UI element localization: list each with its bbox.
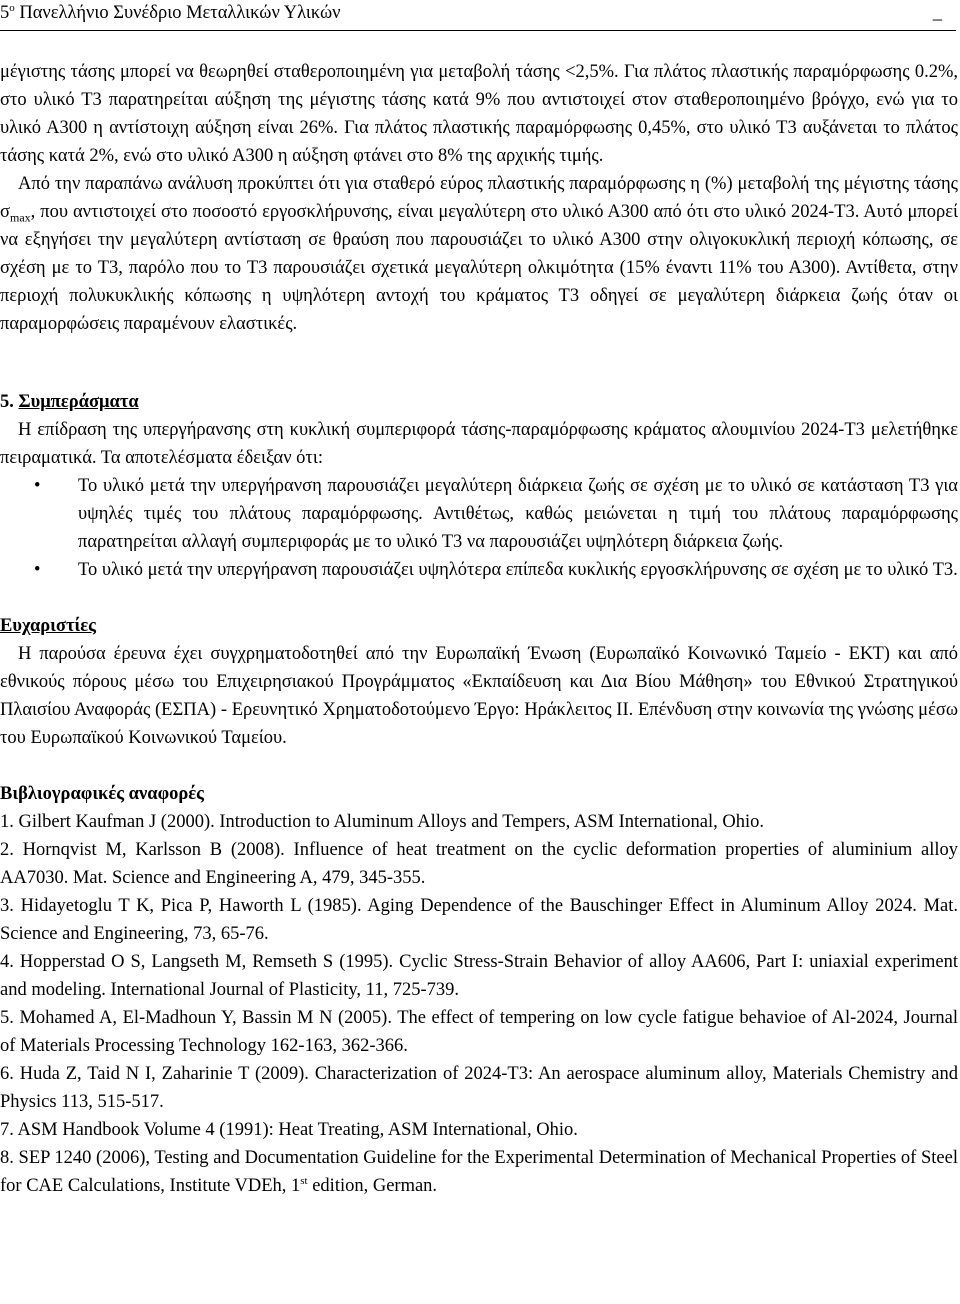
acknowledgements-heading — [0, 612, 958, 640]
spacer — [0, 584, 958, 612]
running-header — [0, 0, 956, 31]
paragraph-analysis-start: Από την παραπάνω ανάλυση προκύπτει ότι για σταθερό εύρος πλαστικής παραμόρφωσης η (%) μεταβολή της μέγιστης τάσης σ — [0, 174, 958, 222]
section-number: 5. — [0, 392, 14, 412]
list-item-text: Το υλικό μετά την υπεργήρανση παρουσιάζει υψηλότερα επίπεδα κυκλικής εργοσκλήρυνσης σε σχέση με το υλικό Τ3. — [78, 560, 958, 580]
ordinal-suffix: st — [300, 1174, 308, 1187]
sigma-subscript: max — [9, 210, 31, 225]
spacer — [0, 338, 958, 388]
page-content — [0, 58, 958, 1200]
ordinal-suffix: ο — [9, 1, 15, 14]
section-title: Συμπεράσματα — [18, 392, 139, 412]
conclusions-intro: Η επίδραση της υπεργήρανσης στη κυκλική συμπεριφορά τάσης-παραμόρφωσης κράματος αλουμινίου 2024-Τ3 μελετήθηκε πειραματικά. Τα αποτελέσματα έδειξαν ότι: — [0, 420, 958, 468]
reference-item: 7. ASM Handbook Volume 4 (1991): Heat Treating, ASM International, Ohio. — [0, 1120, 578, 1140]
spacer — [0, 752, 958, 780]
header-trail: _ — [932, 3, 942, 23]
reference-item: 1. Gilbert Kaufman J (2000). Introduction to Aluminum Alloys and Tempers, ASM International, Ohio. — [0, 812, 764, 832]
list-item — [0, 472, 958, 556]
list-item — [0, 556, 958, 584]
section-heading-conclusions — [0, 388, 958, 416]
paragraph-results: μέγιστης τάσης μπορεί να θεωρηθεί σταθεροποιημένη για μεταβολή τάσης <2,5%. Για πλάτος πλαστικής παραμόρφωσης 0.2%, στο υλικό Τ3 παρατηρείται αύξηση της μέγιστης τάσης κατά 9% που αντιστοιχεί στον σταθεροποιημένο βρόγχο, ενώ για το υλικό Α300 η αντίστοιχη αύξηση είναι 26%. Για πλάτος πλαστικής παραμόρφωσης 0,45%, στο υλικό Τ3 αυξάνεται το πλάτος τάσης κατά 2%, ενώ στο υλικό Α300 η αύξηση φτάνει στο 8% της αρχικής τιμής. — [0, 62, 958, 166]
paragraph-analysis — [0, 170, 958, 338]
reference-item: 4. Hopperstad O S, Langseth M, Remseth S (1995). Cyclic Stress-Strain Behavior of alloy AA606, Part I: uniaxial experiment and modeling. International Journal of Plasticity, 11, 725-739. — [0, 952, 958, 1000]
reference-item: 5. Mohamed A, El-Madhoun Y, Bassin M N (2005). The effect of tempering on low cycle fatigue behavioe of Al-2024, Journal of Materials Processing Technology 162-163, 362-366. — [0, 1008, 958, 1056]
references-title: Βιβλιογραφικές αναφορές — [0, 784, 204, 804]
bullet-icon: • — [34, 476, 41, 496]
reference-text: 8. SEP 1240 (2006), Testing and Documentation Guideline for the Experimental Determination of Mechanical Properties of Steel for CAE Calculations, Institute VDEh, 1 — [0, 1148, 958, 1196]
reference-item: 3. Hidayetoglu T K, Pica P, Haworth L (1985). Aging Dependence of the Bauschinger Effect in Aluminum Alloy 2024. Mat. Science and Engineering, 73, 65-76. — [0, 896, 958, 944]
conclusions-list — [0, 472, 958, 584]
reference-text-end: edition, German. — [307, 1176, 438, 1196]
paragraph-analysis-end: , που αντιστοιχεί στο ποσοστό εργοσκλήρυνσης, είναι μεγαλύτερη στο υλικό Α300 από ότι στο υλικό 2024-Τ3. Αυτό μπορεί να εξηγήσει την μεγαλύτερη αντίσταση σε θραύση που παρουσιάζει το υλικό Α300 στην ολιγοκυκλική περιοχή κόπωσης, σε σχέση με το Τ3, παρόλο που το Τ3 παρουσιάζει σχετικά μεγαλύτερη ολκιμότητα (15% έναντι 11% του Α300). Αντίθετα, στην περιοχή πολυκυκλικής κόπωσης η υψηλότερη αντοχή του κράματος Τ3 οδηγεί σε μεγαλύτερη διάρκεια ζωής όταν οι παραμορφώσεις παραμένουν ελαστικές. — [0, 202, 958, 334]
acknowledgements-text: Η παρούσα έρευνα έχει συγχρηματοδοτηθεί από την Ευρωπαϊκή Ένωση (Ευρωπαϊκό Κοινωνικό Ταμείο - ΕΚΤ) και από εθνικούς πόρους μέσω του Επιχειρησιακού Προγράμματος «Εκπαίδευση και Δια Βίου Μάθηση» του Εθνικού Στρατηγικού Πλαισίου Αναφοράς (ΕΣΠΑ) - Ερευνητικό Χρηματοδοτούμενο Έργο: Ηράκλειτος ΙΙ. Επένδυση στην κοινωνία της γνώσης μέσω του Ευρωπαϊκού Κοινωνικού Ταμείου. — [0, 644, 958, 748]
references-list — [0, 808, 958, 1200]
reference-item — [0, 1144, 958, 1200]
references-heading — [0, 780, 958, 808]
reference-item: 6. Huda Z, Taid N I, Zaharinie T (2009). Characterization of 2024-T3: An aerospace aluminum alloy, Materials Chemistry and Physics 113, 515-517. — [0, 1064, 958, 1112]
conference-title: Πανελλήνιο Συνέδριο Μεταλλικών Υλικών — [19, 3, 341, 23]
reference-item: 2. Hornqvist M, Karlsson B (2008). Influence of heat treatment on the cyclic deformation properties of aluminium alloy AA7030. Mat. Science and Engineering A, 479, 345-355. — [0, 840, 958, 888]
acknowledgements-title: Ευχαριστίες — [0, 616, 96, 636]
conference-number: 5 — [0, 3, 10, 23]
list-item-text: Το υλικό μετά την υπεργήρανση παρουσιάζει μεγαλύτερη διάρκεια ζωής σε σχέση με το υλικό σε κατάσταση Τ3 για υψηλές τιμές του πλάτους παραμόρφωσης. Αντιθέτως, καθώς μειώνεται η τιμή του πλάτους παραμόρφωσης παρατηρείται αλλαγή συμπεριφοράς με το υλικό Τ3 να παρουσιάζει υψηλότερη διάρκεια ζωής. — [78, 476, 958, 552]
bullet-icon: • — [34, 560, 41, 580]
